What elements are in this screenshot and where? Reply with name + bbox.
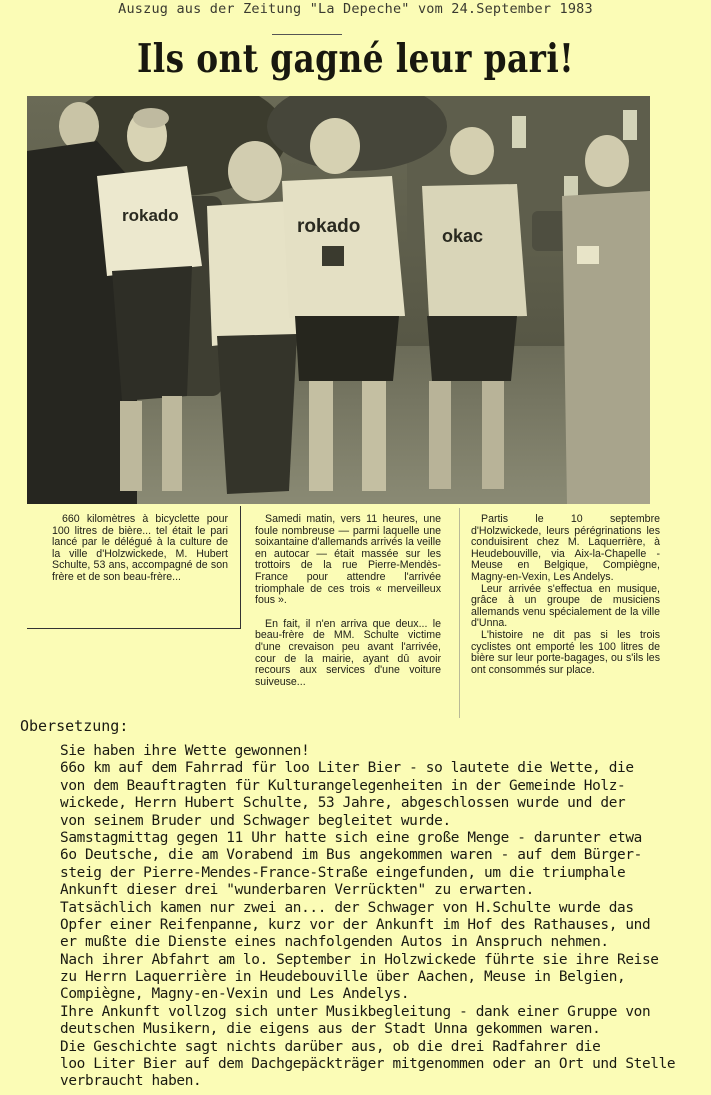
translation-line: Opfer einer Reifenpanne, kurz vor der Ankunft im Hof des Rathauses, und (60, 916, 651, 933)
jersey-right-text: okac (442, 226, 484, 246)
article-paragraph: L'histoire ne dit pas si les trois cyclistes ont emporté les 100 litres de bière sur leur porte-bagages, ou s'ils les ont consommés sur place. (471, 628, 660, 676)
article-column-2 (255, 514, 441, 688)
caption-box-vertical-rule (240, 506, 241, 628)
article-column-3 (471, 514, 660, 676)
translation-line: steig der Pierre-Mendes-France-Straße eingefunden, um die triumphale (60, 864, 626, 881)
article-paragraph: Partis le 10 septembre d'Holzwickede, leurs pérégrinations les conduisirent chez M. Laquerrière, à Heudebouville, via Aix-la-Chapelle - Meuse en Belgique, Compiègne, Magny-en-Vexin, Les Andelys. (471, 513, 660, 583)
translation-line: verbraucht haben. (60, 1073, 202, 1090)
title-rule (272, 34, 342, 35)
translation-text (60, 743, 711, 1091)
clipping-source-header: Auszug aus der Zeitung "La Depeche" vom 24.September 1983 (118, 1, 593, 17)
translation-line: Compiègne, Magny-en-Vexin und Les Andelys. (60, 986, 410, 1003)
translation-line: Nach ihrer Abfahrt am lo. September in Holzwickede führte sie ihre Reise (60, 951, 659, 968)
article-paragraph: En fait, il n'en arriva que deux... le beau-frère de MM. Schulte victime d'une crevaison peu avant l'arrivée, cour de la mairie, ayant dû avoir recours aux services d'une voiture suiveuse... (255, 617, 441, 688)
translation-line: Ankunft dieser drei "wunderbaren Verrückten" zu erwarten. (60, 882, 534, 899)
translation-line: loo Liter Bier auf dem Dachgepäckträger mitgenommen oder an Ort und Stelle (60, 1056, 676, 1073)
translation-line: Die Geschichte sagt nichts darüber aus, ob die drei Radfahrer die (60, 1038, 601, 1055)
translation-line: deutschen Musikern, die eigens aus der Stadt Unna gekommen waren. (60, 1021, 601, 1038)
translation-line: Sie haben ihre Wette gewonnen! (60, 743, 310, 759)
newspaper-photo (27, 96, 650, 504)
translation-line: wickede, Herrn Hubert Schulte, 53 Jahre, abgeschlossen wurde und der (60, 795, 626, 812)
translation-line: von dem Beauftragten für Kulturangelegenheiten in der Gemeinde Holz- (60, 777, 626, 794)
jersey-center-text: rokado (297, 216, 361, 237)
translation-label: Obersetzung: (20, 717, 129, 735)
translation-line: zu Herrn Laquerrière in Heudebouville über Aachen, Meuse in Belgien, (60, 969, 626, 986)
translation-line: er mußte die Dienste eines nachfolgenden Autos in Anspruch nehmen. (60, 934, 609, 951)
translation-line: Samstagmittag gegen 11 Uhr hatte sich eine große Menge - darunter etwa (60, 829, 642, 846)
column-rule (459, 508, 460, 718)
article-paragraph: Leur arrivée s'effectua en musique, grâce à un groupe de musiciens allemands venu spécialement de la ville d'Unna. (471, 582, 660, 630)
jersey-left-text: rokado (122, 206, 179, 225)
translation-line: Ihre Ankunft vollzog sich unter Musikbegleitung - dank einer Gruppe von (60, 1003, 651, 1020)
article-column-1 (52, 514, 228, 584)
translation-line: 66o km auf dem Fahrrad für loo Liter Bier - so lautete die Wette, die (60, 760, 634, 777)
translation-line: 6o Deutsche, die am Vorabend im Bus angekommen waren - auf dem Bürger- (60, 847, 642, 864)
translation-line: Tatsächlich kamen nur zwei an... der Schwager von H.Schulte wurde das (60, 899, 634, 916)
headline: Ils ont gagné leur pari! (136, 36, 575, 82)
caption-box-horizontal-rule (27, 628, 241, 629)
translation-line: von seinem Bruder und Schwager begleitet wurde. (60, 812, 451, 829)
article-paragraph: 660 kilomètres à bicyclette pour 100 litres de bière... tel était le pari lancé par le délégué à la culture de la ville d'Holzwickede, M. Hubert Schulte, 53 ans, accompagné de son frère et de son beau-frère... (52, 513, 228, 583)
article-paragraph: Samedi matin, vers 11 heures, une foule nombreuse — parmi laquelle une soixantaine d'allemands arrivés la veille en autocar — était massée sur les trottoirs de la rue Pierre-Mendès-France pour attendre l'arrivée triomphale de ces trois « merveilleux fous ». (255, 513, 441, 607)
